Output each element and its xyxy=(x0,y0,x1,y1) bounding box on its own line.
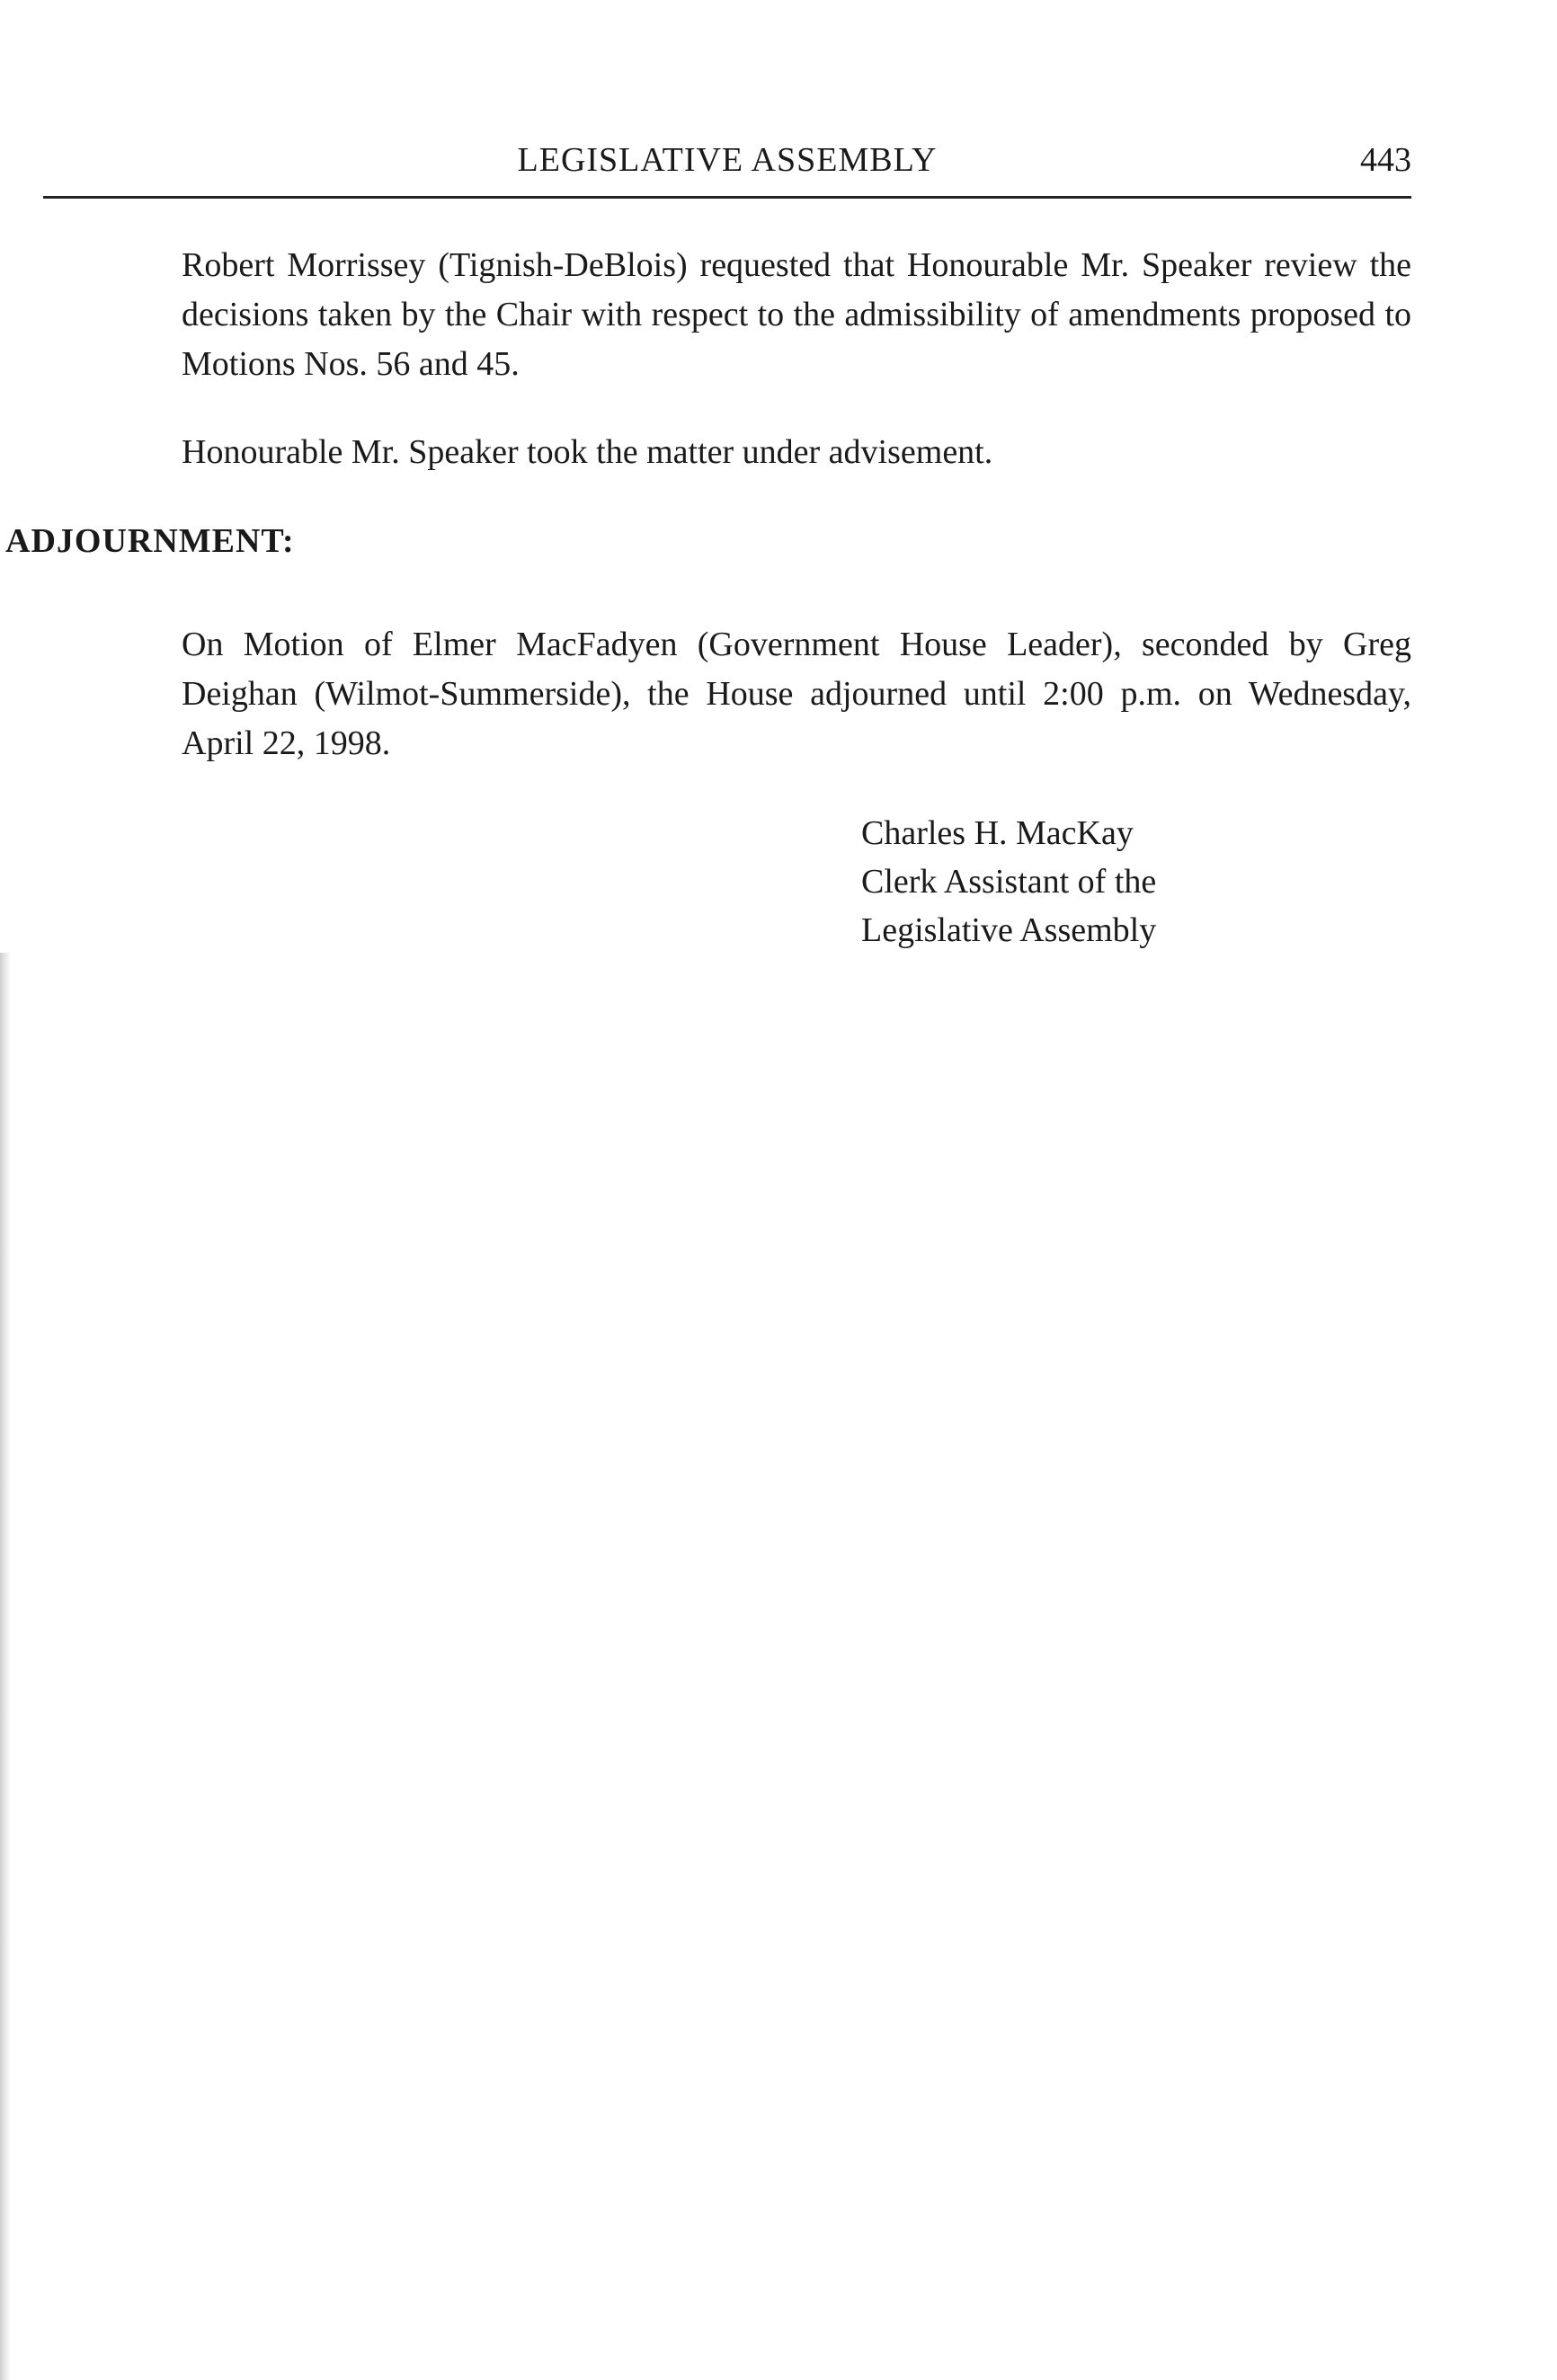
header-rule xyxy=(43,196,1411,199)
review-request-paragraph: Robert Morrissey (Tignish-DeBlois) requested that Honourable Mr. Speaker review the decisions taken by the Chair with respect to the admissibility of amendments proposed to Motions Nos. 56 and 45. xyxy=(182,246,1411,383)
signatory-title-line-2: Legislative Assembly xyxy=(861,911,1157,949)
running-header xyxy=(43,133,1411,196)
running-header-title: LEGISLATIVE ASSEMBLY xyxy=(517,141,938,179)
advisement-paragraph: Honourable Mr. Speaker took the matter under advisement. xyxy=(182,433,993,471)
adjournment-heading: ADJOURNMENT: xyxy=(5,522,295,560)
adjournment-paragraph: On Motion of Elmer MacFadyen (Government House Leader), seconded by Greg Deighan (Wilmot-Summerside), the House adjourned until 2:00 p.m. on Wednesday, April 22, 1998. xyxy=(182,626,1411,762)
signature-block xyxy=(861,809,1156,955)
scan-edge-shadow xyxy=(0,953,11,2380)
page-number: 443 xyxy=(1360,141,1411,179)
signatory-name: Charles H. MacKay xyxy=(861,814,1134,852)
signatory-title-line-1: Clerk Assistant of the xyxy=(861,863,1157,901)
